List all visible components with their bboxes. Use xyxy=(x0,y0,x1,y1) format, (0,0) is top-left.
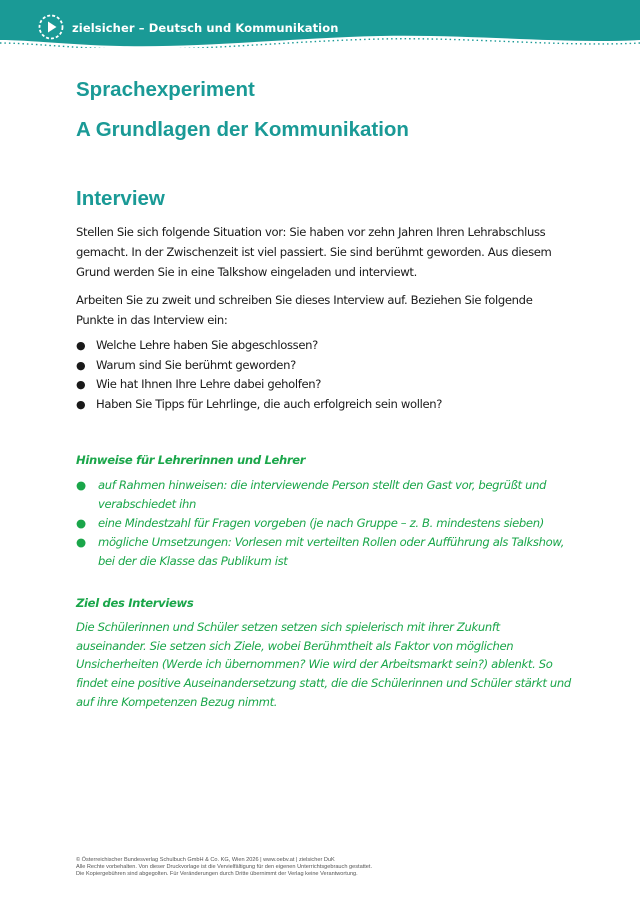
list-item: ● auf Rahmen hinweisen: die interviewende Person stellt den Gast vor, begrüßt und verabschiedet ihn xyxy=(76,478,547,511)
page-title: Sprachexperiment xyxy=(76,78,255,101)
list-item: ● mögliche Umsetzungen: Vorlesen mit verteilten Rollen oder Aufführung als Talkshow, bei der die Klasse das Publikum ist xyxy=(76,535,565,568)
bullet-icon: ● xyxy=(76,478,86,492)
bullet-icon: ● xyxy=(76,516,86,530)
question-list xyxy=(76,336,576,414)
task-paragraph: Arbeiten Sie zu zweit und schreiben Sie dieses Interview auf. Beziehen Sie folgende Punkte in das Interview ein: xyxy=(76,293,533,327)
header-title: zielsicher – Deutsch und Kommunikation xyxy=(72,21,339,35)
list-item: ● eine Mindestzahl für Fragen vorgeben (je nach Gruppe – z. B. mindestens sieben) xyxy=(76,514,566,533)
play-circle-icon xyxy=(38,14,64,40)
list-item: ● Warum sind Sie berühmt geworden? xyxy=(76,356,576,376)
footer-rights: Alle Rechte vorbehalten. Von dieser Druckvorlage ist die Vervielfältigung für den eigenen Unterrichtsgebrauch gestattet. xyxy=(76,864,373,870)
bullet-icon: ● xyxy=(76,535,86,549)
intro-paragraph: Stellen Sie sich folgende Situation vor: Sie haben vor zehn Jahren Ihren Lehrabschluss gemacht. In der Zwischenzeit ist viel passiert. Sie sind berühmt geworden. Aus diesem Grund werden Sie in eine Talkshow eingeladen und interviewt. xyxy=(76,225,552,279)
goal-heading: Ziel des Interviews xyxy=(76,596,194,610)
bullet-icon: ● xyxy=(76,339,86,352)
footer xyxy=(76,857,556,878)
page-subtitle: A Grundlagen der Kommunikation xyxy=(76,118,409,141)
goal-paragraph: Die Schülerinnen und Schüler setzen setzen sich spielerisch mit ihrer Zukunft auseinander. Sie setzen sich Ziele, wobei Berühmtheit als Faktor von möglichen Unsicherheiten (Werde ich übernommen? Wie wird der Arbeitsmarkt sein?) ablenkt. So findet eine positive Auseinandersetzung statt, die die Schülerinnen und Schüler stärkt und auf ihre Kompetenzen Bezug nimmt. xyxy=(76,620,571,709)
footer-copyright: © Österreichischer Bundesverlag Schulbuch GmbH & Co. KG, Wien 2026 | www.oebv.at | zielsicher DuK xyxy=(76,857,335,863)
bullet-icon: ● xyxy=(76,378,86,391)
teacher-notes-heading: Hinweise für Lehrerinnen und Lehrer xyxy=(76,453,306,467)
list-item: ● Welche Lehre haben Sie abgeschlossen? xyxy=(76,336,576,356)
section-title: Interview xyxy=(76,187,165,210)
list-item: ● Haben Sie Tipps für Lehrlinge, die auch erfolgreich sein wollen? xyxy=(76,395,576,415)
bullet-icon: ● xyxy=(76,397,86,411)
bullet-icon: ● xyxy=(76,358,86,372)
list-item: ● Wie hat Ihnen Ihre Lehre dabei geholfen? xyxy=(76,375,576,395)
teacher-notes-list xyxy=(76,476,566,571)
footer-fees: Die Kopiergebühren sind abgegolten. Für Veränderungen durch Dritte übernimmt der Verlag keine Verantwortung. xyxy=(76,871,358,877)
